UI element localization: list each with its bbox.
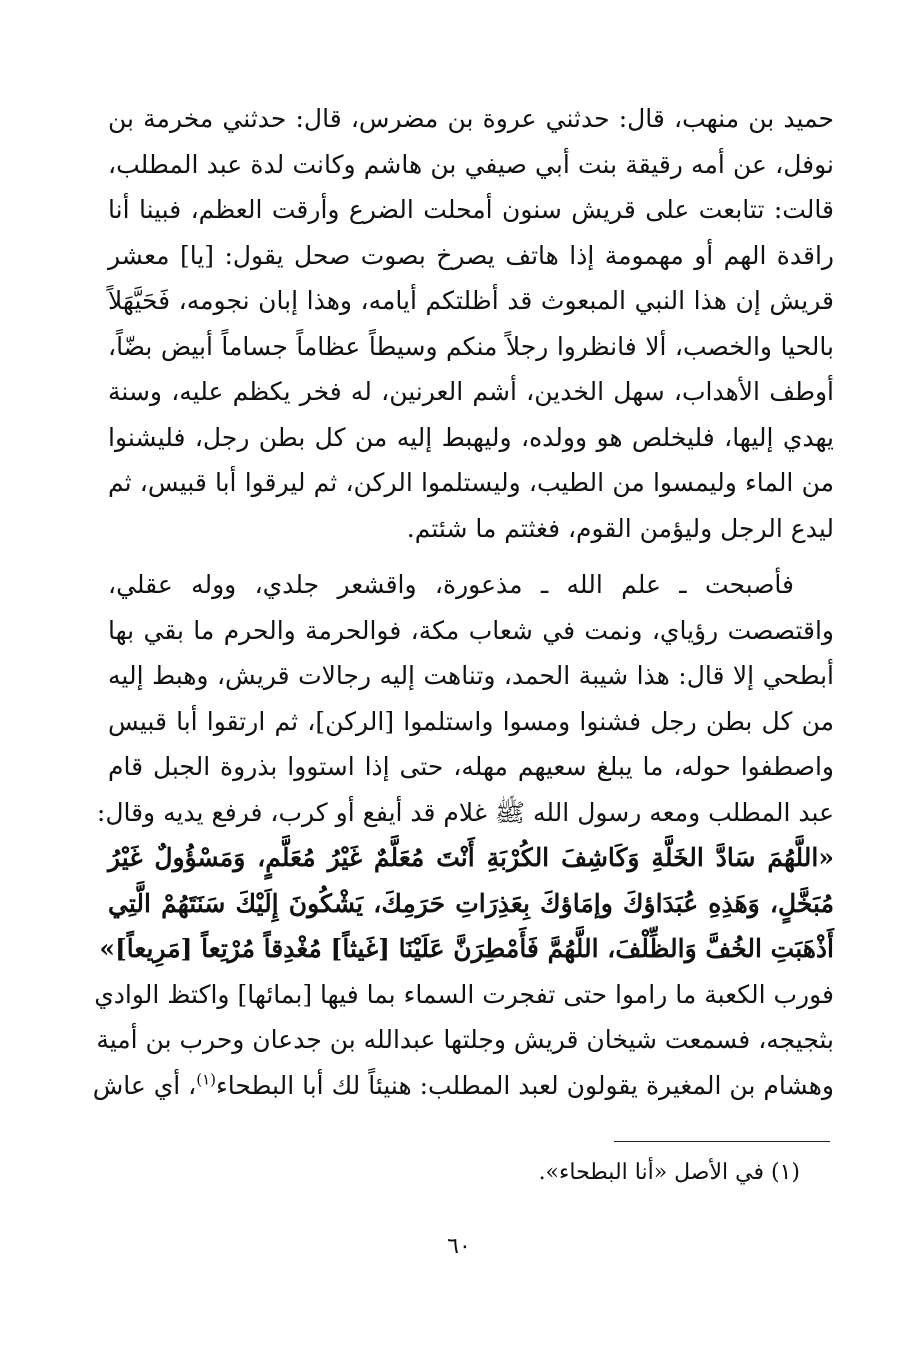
prayer-line: أَذْهَبَتِ الخُفَّ وَالظِّلْفَ، اللَّهُمَّ فَأَمْطِرَنَّ عَلَيْنَا [غَيثاً] مُغْدِقاً مُرْتِعاً [مَرِيعاً]» <box>99 934 834 963</box>
text-line: فأصبحت ـ علم الله ـ مذعورة، واقشعر جلدي، ووله عقلي، <box>108 570 794 599</box>
prayer-line: مُبَخَّلٍ، وَهَذِهِ عُبَدَاؤكَ وإمَاؤكَ بِعَذِرَاتِ حَرَمِكَ، يَشْكُونَ إِلَيْكَ سَنَتَهُمْ الَّتِي <box>108 888 834 918</box>
text-segment: ، أي عاش <box>92 1070 197 1100</box>
text-line: عبد المطلب ومعه رسول الله ﷺ غلام قد أيفع أو كرب، فرفع يديه وقال: <box>96 797 834 827</box>
text-line: حميد بن منهب، قال: حدثني عروة بن مضرس، قال: حدثني مخرمة بن <box>108 104 834 133</box>
text-line: واقتصصت رؤياي، ونمت في شعاب مكة، فوالحرمة والحرم ما بقي بها <box>108 615 834 645</box>
paragraph-1 <box>108 96 834 551</box>
text-line: من كل بطن رجل فشنوا ومسوا واستلموا [الركن]، ثم ارتقوا أبا قبيس <box>108 706 834 736</box>
text-line <box>92 1063 834 1109</box>
text-line: ليدع الرجل وليؤمن القوم، فغثتم ما شئتم. <box>406 513 834 543</box>
text-line: أوطف الأهداب، سهل الخدين، أشم العرنين، له فخر يكظم عليه، وسنة <box>108 377 834 406</box>
text-line: نوفل، عن أمه رقيقة بنت أبي صيفي بن هاشم وكانت لدة عبد المطلب، <box>108 149 834 179</box>
text-line: فورب الكعبة ما راموا حتى تفجرت السماء بما فيها [بمائها] واكتظ الوادي <box>94 979 834 1009</box>
text-line: يهدي إليها، فليخلص هو وولده، وليهبط إليه من كل بطن رجل، فليشنوا <box>108 422 834 452</box>
text-line: واصطفوا حوله، ما يبلغ سعيهم مهله، حتى إذا استووا بذروة الجبل قام <box>108 752 834 781</box>
text-line: قريش إن هذا النبي المبعوث قد أظلتكم أيامه، وهذا إبان نجومه، فَحَيَّهَلاً <box>108 286 834 315</box>
footnote-divider <box>614 1141 830 1142</box>
text-line: بالحيا والخصب، ألا فانظروا رجلاً منكم وسيطاً عظاماً جساماً أبيض بضّاً، <box>108 331 834 361</box>
text-line: من الماء وليمسوا من الطيب، وليستلموا الركن، ثم ليرقوا أبا قبيس، ثم <box>108 468 834 497</box>
text-line: بثجيجه، فسمعت شيخان قريش وجلتها عبدالله بن جدعان وحرب بن أمية <box>96 1025 834 1054</box>
text-segment: وهشام بن المغيرة يقولون لعبد المطلب: هنيئاً لك أبا البطحاء <box>216 1070 834 1100</box>
footnote: (١) في الأصل «أنا البطحاء». <box>538 1160 800 1185</box>
text-line: راقدة الهم أو مهمومة إذا هاتف يصرخ بصوت صحل يقول: [يا] معشر <box>108 240 834 270</box>
text-line: أبطحي إلا قال: هذا شيبة الحمد، وتناهت إليه رجالات قريش، وهبط إليه <box>108 661 834 690</box>
paragraph-2 <box>92 562 834 1108</box>
text-line: قالت: تتابعت على قريش سنون أمحلت الضرع وأرقت العظم، فبينا أنا <box>108 195 834 224</box>
prayer-line: «اللَّهُمَ سَادَّ الخَلَّةِ وَكَاشِفَ الكُرْبَةِ أَنْتَ مُعَلَّمٌ غَيْرُ مُعَلَّمٍ، وَمَسْؤُولٌ غَيْرُ <box>108 843 834 872</box>
page-number: ٦٠ <box>447 1234 471 1259</box>
footnote-reference[interactable]: (١) <box>196 1070 217 1089</box>
